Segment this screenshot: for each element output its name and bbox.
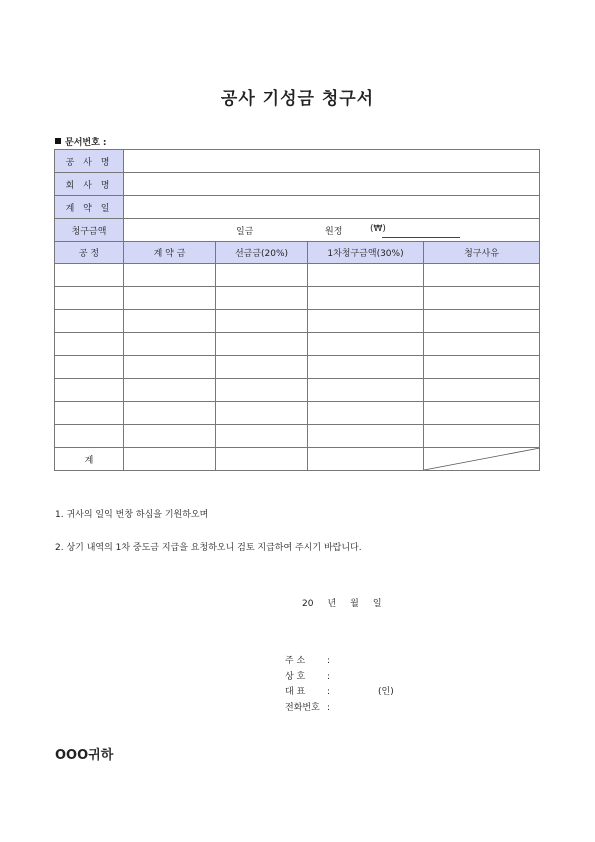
date-line: 20 년 월 일 xyxy=(302,599,382,609)
col-header-contract-amount: 계 약 금 xyxy=(124,242,216,264)
seal-mark: (인) xyxy=(378,687,394,697)
signature-company: 상 호 : xyxy=(285,672,331,682)
total-first-claim[interactable] xyxy=(308,448,424,471)
note-1: 1. 귀사의 일익 번창 하심을 기원하오며 xyxy=(55,510,209,520)
amount-blank[interactable] xyxy=(382,229,460,238)
table-row xyxy=(55,402,540,425)
contract-date-label: 계 약 일 xyxy=(55,196,124,219)
table-row xyxy=(55,287,540,310)
total-advance[interactable] xyxy=(216,448,308,471)
signature-representative: 대 표 : (인) xyxy=(285,687,394,697)
total-contract-amount[interactable] xyxy=(124,448,216,471)
won-sign-text: (₩ ) xyxy=(370,224,386,234)
table-row xyxy=(55,356,540,379)
diagonal-line xyxy=(424,448,540,470)
info-row-company xyxy=(55,173,540,196)
note-2: 2. 상기 내역의 1차 중도금 지급을 요청하오니 검토 지급하여 주시기 바랍니다. xyxy=(55,543,362,553)
il-geum-text: 일금 xyxy=(236,227,254,237)
table-row xyxy=(55,310,540,333)
info-row-project xyxy=(55,150,540,173)
square-bullet-icon xyxy=(55,138,61,144)
col-header-advance: 선금금(20%) xyxy=(216,242,308,264)
info-row-contract-date xyxy=(55,196,540,219)
contract-date-field[interactable] xyxy=(124,196,540,219)
claim-amount-field[interactable] xyxy=(124,219,540,242)
addressee: OOO귀하 xyxy=(55,748,114,763)
page-title: 공사 기성금 청구서 xyxy=(220,89,375,109)
signature-address: 주 소 : xyxy=(285,656,331,666)
col-header-reason: 청구사유 xyxy=(424,242,540,264)
col-header-first-claim: 1차청구금액(30%) xyxy=(308,242,424,264)
total-row xyxy=(55,448,540,471)
table-row xyxy=(55,264,540,287)
total-reason-crossed xyxy=(424,448,540,471)
company-name-field[interactable] xyxy=(124,173,540,196)
claim-amount-label: 청구금액 xyxy=(55,219,124,242)
won-jeong-text: 원정 xyxy=(325,227,343,237)
table-row xyxy=(55,425,540,448)
doc-number-label: 문서번호 : xyxy=(55,135,107,148)
signature-phone: 전화번호 : xyxy=(285,703,331,713)
info-row-amount xyxy=(55,219,540,242)
table-row xyxy=(55,333,540,356)
company-name-label: 회 사 명 xyxy=(55,173,124,196)
table-row xyxy=(55,379,540,402)
total-label: 계 xyxy=(55,448,124,471)
col-header-process: 공 정 xyxy=(55,242,124,264)
column-header-row xyxy=(55,242,540,264)
project-name-field[interactable] xyxy=(124,150,540,173)
claim-form-table xyxy=(54,149,540,471)
project-name-label: 공 사 명 xyxy=(55,150,124,173)
